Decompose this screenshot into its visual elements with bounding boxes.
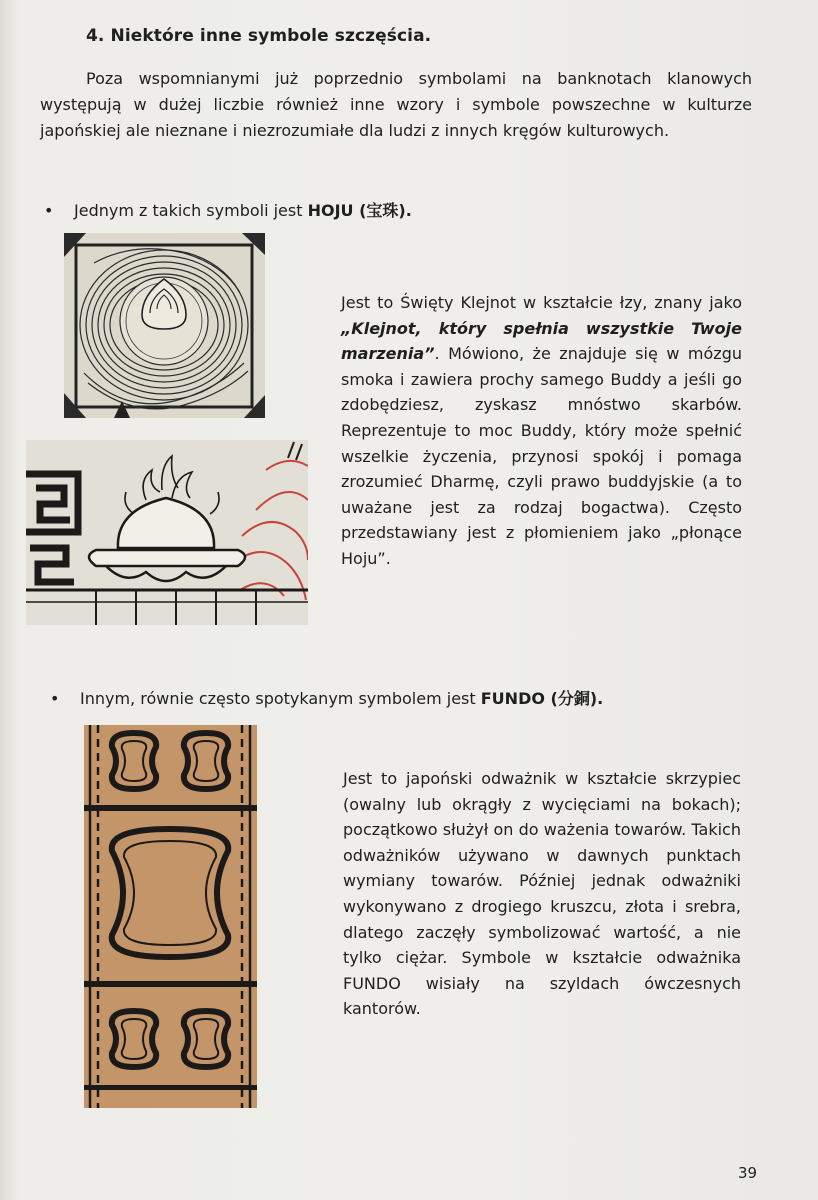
page-number: 39 xyxy=(738,1164,758,1182)
bullet-hoju xyxy=(44,198,412,221)
bullet-fundo xyxy=(50,686,603,709)
fundo-description: Jest to japoński odważnik w kształcie skrzypiec (owalny lub okrągły z wycięciami na bokach); początkowo służył on do ważenia towarów. Takich odważników używano w dawnych punktach wymiany towarów. Później jednak odważniki wykonywano z drogiego kruszcu, złota i srebra, dlatego zaczęły symbolizować wartość, a nie tylko ciężar. Symbole w kształcie odważnika FUNDO wisiały na szyldach ówczesnych kantorów. xyxy=(343,769,741,1019)
hoju-text-start: Jest to Święty Klejnot w kształcie łzy, znany jako xyxy=(341,293,742,312)
bullet-hoju-text: Jednym z takich symboli jest xyxy=(74,201,308,220)
section-heading: 4. Niektóre inne symbole szczęścia. xyxy=(86,26,432,46)
bullet-dot: • xyxy=(44,201,54,220)
hoju-text-end: . Mówiono, że znajduje się w mózgu smoka i zawiera prochy samego Buddy a jeśli go zdobędziesz, zyskasz mnóstwo skarbów. Reprezentuje to moc Buddy, który może spełnić wszelkie życzenia, przynosi spokój i pomaga zrozumieć Dharmę, czyli prawo buddyjskie (a to uważane jest za rodzaj bogactwa). Często przedstawiany jest z płomieniem jako „płonące Hoju”. xyxy=(341,344,742,568)
hoju-quote: „Klejnot, który spełnia wszystkie Twoje marzenia” xyxy=(341,318,742,364)
bullet-fundo-text: Innym, równie często spotykanym symbolem jest xyxy=(80,689,481,708)
flaming-hoju-image xyxy=(26,440,308,625)
intro-text: Poza wspomnianymi już poprzednio symbolami na banknotach klanowych występują w dużej liczbie również inne wzory i symbole powszechne w kulturze japońskiej ale nieznane i niezrozumiałe dla ludzi z innych kręgów kulturowych. xyxy=(40,69,752,140)
hoju-jewel-image xyxy=(64,233,265,418)
hoju-description xyxy=(341,290,742,572)
fundo-weight-image xyxy=(84,725,257,1108)
bullet-hoju-term: HOJU (宝珠). xyxy=(307,201,412,220)
bullet-dot: • xyxy=(50,689,60,708)
intro-paragraph xyxy=(40,66,752,144)
bullet-fundo-term: FUNDO (分銅). xyxy=(480,689,604,708)
